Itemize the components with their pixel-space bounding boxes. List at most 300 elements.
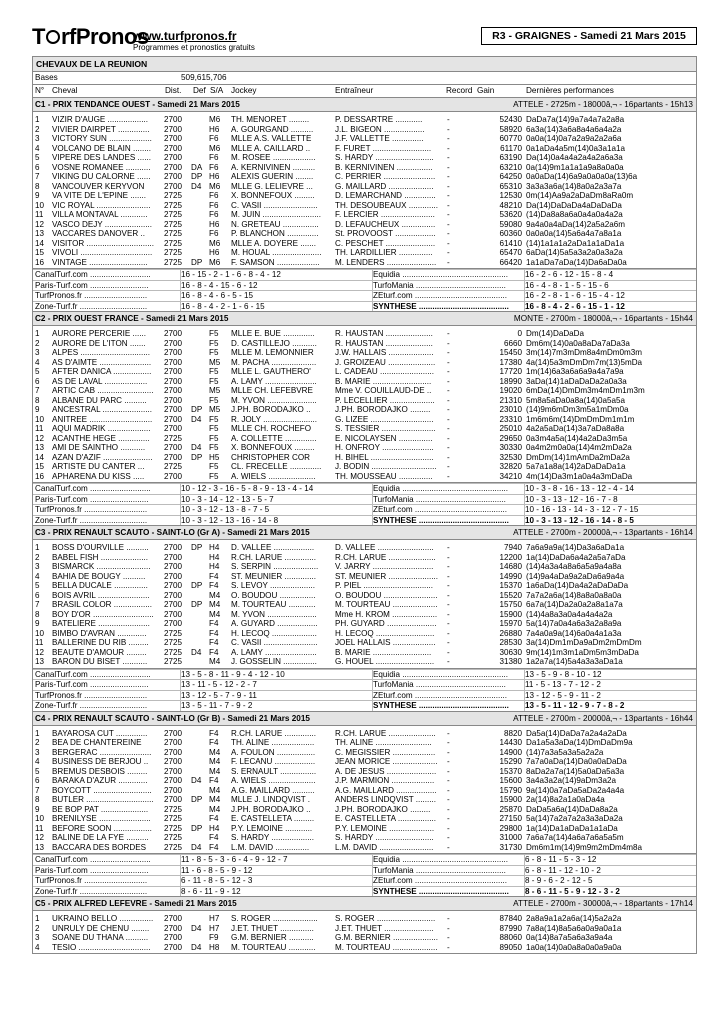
performances: Da(14)0a4a4a2a4a2a6a3a (526, 153, 623, 162)
performances: 2a8a9a1a2a6a(14)5a2a2a (526, 914, 622, 923)
horse-name: ALPES ............................... (52, 348, 151, 357)
runner-num: 8 (35, 795, 40, 804)
jockey: TH. ALINE ................... (231, 738, 315, 747)
record: - (447, 338, 450, 348)
runner-row (33, 210, 696, 220)
source-name: Equidia ............................................... (373, 484, 508, 493)
horse-name: AZAN D'AZIF ...................... (52, 452, 153, 462)
runner-num: 2 (35, 124, 40, 134)
jockey: H. LECOQ .................... (231, 628, 317, 638)
source-name: CanalTurf.com ........................... (35, 855, 151, 864)
distance: 2700 (164, 367, 183, 376)
trainer: B. KERNIVINEN ................ (335, 162, 433, 172)
performances: 5m8a5aDa0a8a(14)0a5a5a (526, 395, 626, 405)
runner-row (33, 581, 696, 591)
distance: 2725 (164, 219, 183, 229)
distance: 2700 (164, 933, 183, 942)
jockey: MLLE CH. LEFEBVRE (231, 386, 313, 395)
distance: 2700 (164, 942, 183, 952)
gain: 65310 (499, 181, 522, 191)
source-picks: 10 - 12 - 3 - 16 - 5 - 8 - 9 - 13 - 4 - 14 (181, 484, 314, 493)
distance: 2700 (164, 609, 183, 619)
record: - (447, 424, 450, 433)
distance: 2725 (164, 804, 183, 814)
performances: 1a0a(14)0a0a8a0a0a9a0a (526, 942, 622, 952)
col-cheval: Cheval (52, 86, 78, 95)
horse-name: VICTORY SUN ................... (52, 134, 152, 143)
record: - (447, 785, 450, 795)
runner-row (33, 348, 696, 358)
trainer: J. GROIZEAU ..................... (335, 357, 436, 367)
trainer: TH. ALINE ......................... (335, 738, 432, 747)
jockey: P.Y. LEMOINE ............ (231, 823, 313, 833)
runners-table (32, 726, 697, 855)
horse-name: BRASIL COLOR ................. (52, 600, 152, 609)
distance: 2700 (164, 143, 183, 153)
distance: 2700 (164, 785, 183, 795)
sex-age: H7 (209, 914, 220, 923)
trainer: JEAN MORICE .................... (335, 757, 438, 766)
race-header (32, 312, 697, 326)
gain: 60360 (499, 229, 522, 238)
horse-name: BOIS AVRIL ....................... (52, 590, 150, 600)
record: - (447, 257, 450, 267)
trainer: D. LEFAUCHEUX ............... (335, 219, 436, 229)
distance: 2700 (164, 357, 183, 367)
gain: 19020 (499, 386, 522, 395)
jockey: MLLE A. CAILLARD .. (231, 143, 311, 153)
jockey: MLLE A.S. VALLETTE (231, 134, 312, 143)
trainer: D. VALLEE ......................... (335, 543, 434, 552)
distance: 2700 (164, 619, 183, 628)
source-name: TurfPronos.fr ............................ (35, 505, 148, 514)
runner-row (33, 115, 696, 125)
distance: 2725 (164, 248, 183, 257)
source-picks: 6 - 11 - 8 - 5 - 12 - 3 (181, 876, 253, 885)
jockey: J. GOSSELIN ............... (231, 657, 317, 666)
trainer: S. ROGER .......................... (335, 914, 436, 923)
trainer: H. LECOQ .......................... (335, 628, 435, 638)
distance: 2725 (164, 814, 183, 823)
trainer: D. LEMARCHAND .............. (335, 191, 436, 200)
record: - (447, 376, 450, 386)
distance: 2700 (164, 795, 183, 804)
trainer: A. DE JESUS ...................... (335, 766, 437, 776)
performances: 7a6a9a9a(14)Da3a6aDa1a (526, 543, 625, 552)
performances: DmDm(14)1mAmDa2mDa2a (526, 452, 630, 462)
source-name: Equidia ............................................... (373, 855, 508, 864)
record: - (447, 609, 450, 619)
record: - (447, 914, 450, 923)
runner-num: 13 (35, 443, 45, 452)
source-picks: 6 - 8 - 11 - 5 - 3 - 12 (525, 855, 597, 864)
runner-row (33, 814, 696, 824)
jockey: J.PH. BORODAJKO .. (231, 405, 311, 414)
horse-name: BISMARCK ........................ (52, 562, 151, 571)
record: - (447, 647, 450, 657)
jockey: M. YVON ...................... (231, 395, 317, 405)
distance: 2700 (164, 552, 183, 562)
jockey: ST. MEUNIER .............. (231, 571, 316, 581)
runner-row (33, 748, 696, 758)
record: - (447, 172, 450, 181)
trainer: S. HARDY .......................... (335, 833, 434, 842)
runner-num: 4 (35, 571, 40, 581)
sex-age: M6 (209, 115, 221, 124)
horse-name: BATELIERE ....................... (52, 619, 150, 628)
runner-num: 10 (35, 628, 45, 638)
gain: 60770 (499, 134, 522, 143)
runner-num: 8 (35, 609, 40, 619)
jockey: M. JUIN .......................... (231, 210, 321, 219)
gain: 15600 (499, 776, 522, 785)
runner-row (33, 329, 696, 339)
horse-name: APHARENA DU KISS ..... (52, 471, 145, 481)
performances: 3m(14)7m3mDm8a4mDm0m3m (526, 348, 643, 357)
performances: 7a4a0a9a(14)6a0a4a1a3a (526, 628, 622, 638)
runner-row (33, 339, 696, 349)
runner-num: 5 (35, 153, 40, 162)
record: - (447, 814, 450, 823)
source-picks: 11 - 5 - 13 - 7 - 12 - 2 (525, 680, 601, 689)
runner-row (33, 610, 696, 620)
site-link[interactable]: www.turfpronos.fr (133, 29, 237, 43)
gain: 52430 (499, 115, 522, 124)
horse-name: VILLA MONTAVAL ............ (52, 210, 148, 219)
horse-name: BALINE DE LA FYE .......... (52, 833, 149, 842)
source-picks: 13 - 5 - 9 - 8 - 10 - 12 (525, 669, 602, 679)
trainer: F. FURET .......................... (335, 143, 432, 153)
runner-num: 15 (35, 248, 45, 257)
horse-name: AMI DE SAINTHO ........... (52, 443, 146, 452)
prediction-row (33, 301, 696, 312)
prediction-row (33, 494, 696, 505)
sex-age: M6 (209, 238, 221, 248)
performances: (14)4a8a3a0a4a4a4a2a (526, 609, 613, 619)
race-title: C1 - PRIX TENDANCE OUEST - Samedi 21 Mars 2015 (35, 100, 240, 109)
distance: 2700 (164, 338, 183, 348)
gain: 0 (517, 329, 522, 338)
source-name: TurfoMania ........................................ (373, 280, 506, 290)
horse-name: ALBANE DU PARC .......... (52, 395, 147, 405)
performances: 5a(14)7a2a7a2a3a3aDa2a (526, 814, 623, 823)
horse-name: BARAKA D'AZUR ............. (52, 776, 148, 785)
jockey: D. VALLEE .................. (231, 543, 315, 552)
source-name: Zone-Turf.fr .............................. (35, 515, 148, 525)
performances: (14)7a3a5a3a5a2a2a (526, 747, 604, 757)
gain: 32820 (499, 462, 522, 471)
performances: 0a3m4a5a(14)4a2aDa3m5a (526, 433, 628, 443)
source-name: TurfPronos.fr ............................ (35, 291, 148, 300)
runner-row (33, 434, 696, 444)
source-name: TurfoMania ........................................ (373, 494, 506, 504)
gain: 14680 (499, 562, 522, 571)
trainer: P.Y. LEMOINE .................... (335, 823, 435, 833)
distance: 2700 (164, 424, 183, 433)
horse-name: SOANE DU THANA .......... (52, 933, 149, 942)
gain: 15370 (499, 581, 522, 590)
runner-row (33, 562, 696, 572)
horse-name: VIKING DU CALORNE ...... (52, 172, 151, 181)
runner-row (33, 125, 696, 135)
sex-age: M6 (209, 143, 221, 153)
jockey: C. VASII ........................ (231, 200, 318, 210)
trainer: R. HAUSTAN ..................... (335, 338, 433, 348)
prediction-row (33, 690, 696, 701)
race-title: C5 - PRIX ALFRED LEFEVRE - Samedi 21 Mars 2015 (35, 899, 237, 908)
sex-age: H4 (209, 562, 220, 571)
jockey: A. WIELS ..................... (231, 776, 316, 785)
jockey: M. HOUAL ...................... (231, 248, 322, 257)
race-title: C4 - PRIX RENAULT SCAUTO - SAINT-LO (Gr B) - Samedi 21 Mars 2015 (35, 713, 310, 723)
record: - (447, 600, 450, 609)
prediction-row (33, 865, 696, 876)
performances: 0m(14)Aa9a2aDaDm8aRa0m (526, 191, 634, 200)
gain: 61170 (500, 143, 522, 153)
horse-name: VASCO DEJY ..................... (52, 219, 152, 229)
prediction-row (33, 280, 696, 291)
source-picks: 8 - 6 - 11 - 5 - 9 - 12 - 3 - 2 (525, 886, 620, 896)
performances: DaDa5a6a(14)DaDa8a2a (526, 804, 618, 814)
source-name: Zone-Turf.fr .............................. (35, 886, 148, 896)
runner-num: 12 (35, 433, 45, 443)
record: - (447, 804, 450, 814)
deferre: D4 (191, 181, 202, 191)
performances: 4a2a5aDa(14)3a7aDa8a8a (526, 424, 625, 433)
distance: 2700 (164, 562, 183, 571)
horse-name: BUSINESS DE BERJOU .. (52, 757, 149, 766)
deferre: D4 (191, 414, 202, 424)
source-name: SYNTHESE ........................................ (373, 301, 509, 311)
gain: 15370 (499, 766, 522, 776)
runner-row (33, 424, 696, 434)
trainer: R.CH. LARUE ..................... (335, 728, 436, 738)
horse-name: BOYCOTT .......................... (52, 785, 152, 795)
race-info: ATTELE - 2700m - 20000â‚¬ - 13partants - 16h44 (513, 713, 693, 723)
source-name: CanalTurf.com ........................... (35, 669, 151, 679)
deferre: DA (191, 162, 203, 172)
runner-num: 3 (35, 747, 40, 757)
jockey: D. CASTILLEJO ........... (231, 338, 317, 348)
gain: 88060 (499, 933, 522, 942)
record: - (447, 219, 450, 229)
tagline: Programmes et pronostics gratuits (133, 43, 255, 52)
record: - (447, 747, 450, 757)
record: - (447, 162, 450, 172)
runner-num: 11 (35, 638, 44, 647)
trainer: TH. DESOUBEAUX ............. (335, 200, 438, 210)
distance: 2700 (164, 172, 183, 181)
record: - (447, 923, 450, 933)
record: - (447, 619, 450, 628)
predictions-table (32, 669, 697, 712)
col-gain: Gain (477, 86, 495, 95)
trainer: B. MARIE .......................... (335, 376, 432, 386)
distance: 2700 (164, 914, 183, 923)
trainer: L.M. DAVID ........................ (335, 842, 434, 852)
sex-age: H6 (209, 248, 220, 257)
record: - (447, 357, 450, 367)
sex-age: M6 (209, 181, 221, 191)
sex-age: H4 (209, 552, 220, 562)
jockey: A. KERNIVINEN .......... (231, 162, 316, 172)
horse-name: BREMUS DESBOIS ......... (52, 766, 148, 776)
performances: 3aDa(14)1aDaDaDa2a0a3a (526, 376, 627, 386)
distance: 2725 (164, 229, 183, 238)
runner-row (33, 220, 696, 230)
runner-row (33, 153, 696, 163)
runner-num: 6 (35, 590, 40, 600)
trainer: TH. MOUSSEAU ............... (335, 471, 433, 481)
trainer: JOEL HALLAIS ................... (335, 638, 436, 647)
trainer: J.W. HALLAIS .................... (335, 348, 434, 357)
horse-name: AURORE PERCERIE ...... (52, 329, 146, 338)
jockey: L.M. DAVID ............... (231, 842, 310, 852)
distance: 2700 (164, 571, 183, 581)
deferre: DP (191, 543, 203, 552)
performances: 0a0a(14)0a7a2a9a2a2a6a (526, 134, 622, 143)
distance: 2725 (164, 628, 183, 638)
runner-row (33, 738, 696, 748)
source-picks: 10 - 3 - 12 - 13 - 16 - 14 - 8 (181, 515, 279, 525)
gain: 31000 (499, 833, 522, 842)
record: - (447, 367, 450, 376)
horse-name: VIVOLI ................................ (52, 248, 153, 257)
jockey: M. TOURTEAU ............ (231, 600, 316, 609)
race-block (32, 712, 697, 898)
race-block (32, 526, 697, 712)
runner-num: 4 (35, 143, 40, 153)
horse-name: BAYAROSA CUT .............. (52, 728, 148, 738)
jockey: A.G. MAILLARD .......... (231, 785, 315, 795)
trainer: G.M. BERNIER .................... (335, 933, 438, 942)
gain: 61410 (499, 238, 522, 248)
gain: 15790 (499, 785, 522, 795)
performances: 9a4a0a4aDa(14)2a5a2a6m (526, 219, 626, 229)
runner-num: 1 (35, 329, 40, 338)
runner-row (33, 600, 696, 610)
jockey: A. LAMY ....................... (231, 376, 317, 386)
performances: 6a7a(14)Da2a0a2a8a1a7a (526, 600, 623, 609)
source-picks: 13 - 12 - 5 - 9 - 11 - 2 (525, 690, 601, 700)
source-picks: 16 - 8 - 4 - 15 - 6 - 12 (181, 280, 258, 290)
runner-row (33, 405, 696, 415)
runners-table (32, 112, 697, 269)
source-picks: 10 - 3 - 8 - 16 - 13 - 12 - 4 - 14 (525, 484, 634, 493)
source-picks: 11 - 8 - 5 - 3 - 6 - 4 - 9 - 12 - 7 (181, 855, 288, 864)
deferre: D4 (191, 776, 202, 785)
runner-num: 3 (35, 348, 40, 357)
jockey: N. GRETEAU ................ (231, 219, 319, 229)
runner-row (33, 182, 696, 192)
jockey: M. YVON ...................... (231, 609, 317, 619)
runner-num: 13 (35, 842, 45, 852)
prediction-row (33, 854, 696, 865)
horse-name: BAHIA DE BOUGY .......... (52, 571, 146, 581)
source-picks: 13 - 5 - 11 - 12 - 9 - 7 - 8 - 2 (525, 701, 625, 710)
runner-row (33, 377, 696, 387)
record: - (447, 405, 450, 414)
sex-age: H6 (209, 124, 220, 134)
col-entraineur: Entraîneur (335, 86, 374, 95)
race-header (32, 98, 697, 112)
sex-age: F5 (209, 462, 219, 471)
predictions-table (32, 483, 697, 526)
sex-age: M5 (209, 357, 221, 367)
trainer: C. MEGISSIER ................... (335, 747, 436, 757)
trainer: G. MAILLARD .................... (335, 181, 434, 191)
races-container (32, 98, 697, 954)
horse-name: ANCESTRAL ...................... (52, 405, 152, 414)
source-picks: 16 - 8 - 4 - 2 - 1 - 6 - 15 (181, 301, 265, 311)
runner-row (33, 824, 696, 834)
sex-age: H4 (209, 543, 220, 552)
record: - (447, 638, 450, 647)
jockey: A. COLLETTE .............. (231, 433, 317, 443)
performances: 2a(14)8a2a1a0aDa4a (526, 795, 605, 804)
record: - (447, 433, 450, 443)
sex-age: F5 (209, 471, 219, 481)
source-picks: 10 - 3 - 13 - 12 - 16 - 14 - 8 - 5 (525, 515, 634, 525)
record: - (447, 143, 450, 153)
runner-row (33, 543, 696, 553)
sex-age: F4 (209, 833, 219, 842)
gain: 21310 (499, 395, 522, 405)
runner-num: 7 (35, 600, 40, 609)
gain: 28530 (499, 638, 522, 647)
source-picks: 10 - 16 - 13 - 14 - 3 - 12 - 7 - 15 (525, 505, 639, 514)
runner-num: 3 (35, 562, 40, 571)
race-header (32, 897, 697, 911)
runner-num: 11 (35, 210, 44, 219)
source-picks: 13 - 5 - 8 - 11 - 9 - 4 - 12 - 10 (181, 669, 285, 679)
runner-num: 2 (35, 923, 40, 933)
runner-row (33, 201, 696, 211)
trainer: J.PH. BORODAJKO ......... (335, 405, 431, 414)
sex-age: M4 (209, 785, 221, 795)
runner-row (33, 239, 696, 249)
distance: 2725 (164, 647, 183, 657)
sex-age: H7 (209, 923, 220, 933)
record: - (447, 153, 450, 162)
predictions-table (32, 269, 697, 312)
performances: 1a2a7a(14)5a4a3a3aDa1a (526, 657, 623, 666)
jockey: MLLE G. LELIEVRE ... (231, 181, 313, 191)
runner-row (33, 638, 696, 648)
distance: 2700 (164, 600, 183, 609)
record: - (447, 471, 450, 481)
record: - (447, 462, 450, 471)
sex-age: F5 (209, 367, 219, 376)
runner-row (33, 729, 696, 739)
trainer: B. MARIE .......................... (335, 647, 432, 657)
trainer: Mme V. COUILLAUD-DE .. (335, 386, 432, 395)
jockey: A. GUYARD .................. (231, 619, 318, 628)
performances: 7a8a(14)8a5a6a0a9a0a1a (526, 923, 622, 933)
source-name: TurfoMania ........................................ (373, 865, 506, 875)
trainer: V. JARRY ........................... (335, 562, 434, 571)
runner-num: 7 (35, 172, 40, 181)
performances: Da5a(14)DaDa7a2a4a2aDa (526, 728, 627, 738)
runner-num: 9 (35, 191, 40, 200)
gain: 18990 (499, 376, 522, 386)
sex-age: H6 (209, 219, 220, 229)
distance: 2725 (164, 462, 183, 471)
jockey: A. FOULON ................. (231, 747, 316, 757)
gain: 66420 (499, 257, 522, 267)
runner-row (33, 144, 696, 154)
gain: 14900 (499, 747, 522, 757)
